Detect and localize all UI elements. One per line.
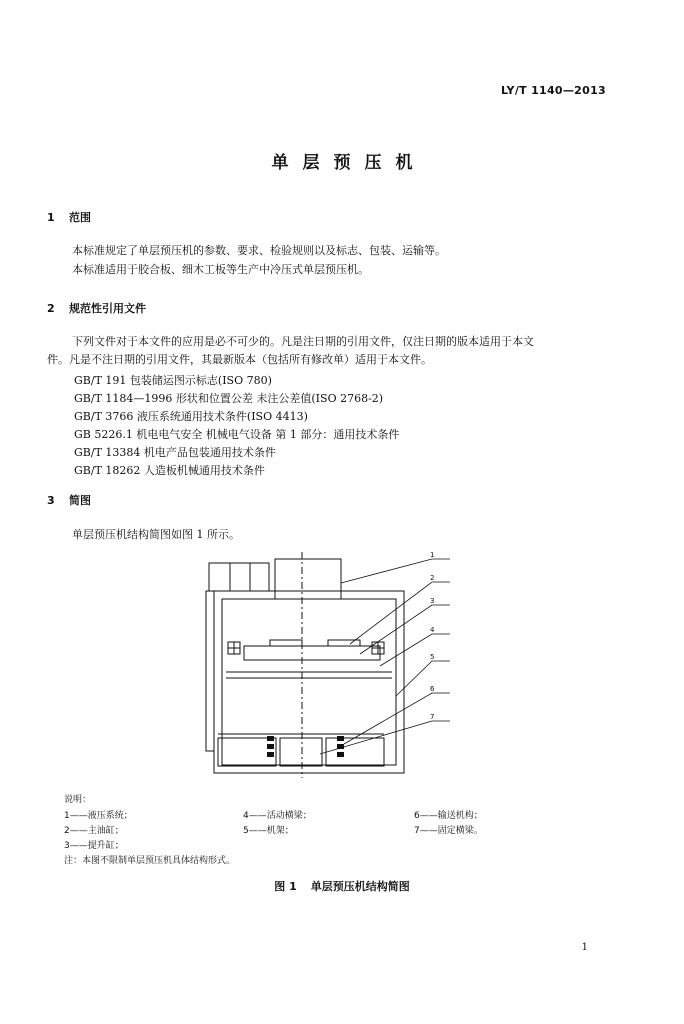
fixed-beam-box [280,738,322,766]
section-title: 规范性引用文件 [69,302,146,315]
reference-item: GB/T 13384 机电产品包装通用技术条件 [74,446,276,459]
section-heading-scope [47,209,91,225]
legend-item: 4——活动横梁； [243,811,312,821]
hydraulic-unit-block [209,563,269,591]
callout-label: 7 [430,713,435,721]
normative-intro-line-1: 下列文件对于本文件的应用是必不可少的。凡是注日期的引用文件，仅注日期的版本适用于本文 [72,335,534,348]
section-number: 1 [47,211,55,224]
reference-item: GB/T 191 包装储运图示标志(ISO 780) [74,374,272,387]
callout-label: 3 [430,597,435,605]
reference-item: GB/T 18262 人造板机械通用技术条件 [74,464,265,477]
legend-item: 1——液压系统； [64,811,133,821]
scope-line-1: 本标准规定了单层预压机的参数、要求、检验规则以及标志、包装、运输等。 [72,244,446,257]
section-number: 2 [47,302,55,315]
figure-note: 注：本图不限制单层预压机具体结构形式。 [64,856,236,866]
scope-line-2: 本标准适用于胶合板、细木工板等生产中冷压式单层预压机。 [72,263,369,276]
callout-label: 2 [430,574,435,582]
section-number: 3 [47,494,55,507]
callout-label: 4 [430,626,435,634]
legend-title: 说明： [64,795,92,805]
figure-caption [0,878,684,894]
legend-item: 3——提升缸； [64,841,124,851]
legend-item: 5——机架； [243,826,294,836]
movable-beam [244,646,380,660]
machine-frame [214,591,404,773]
reference-item: GB/T 1184—1996 形状和位置公差 未注公差值(ISO 2768-2) [74,392,384,405]
section-heading-normative [47,300,146,316]
section-heading-diagram [47,492,91,508]
legend-item: 6——输送机构； [414,811,483,821]
legend-item: 7——固定横梁。 [414,826,483,836]
top-tank-block [275,559,341,599]
fixed-beam-box [326,738,384,766]
legend-item: 2——主油缸； [64,826,124,836]
figure-number: 图 1 [274,880,297,893]
document-title: 单层预压机 [271,153,427,173]
page-number: 1 [581,942,588,953]
side-panel [206,591,214,751]
callout-label: 6 [430,685,435,693]
section-title: 范围 [69,211,91,224]
reference-item: GB/T 3766 液压系统通用技术条件(ISO 4413) [74,410,308,423]
callout-label: 1 [430,551,435,559]
press-structure-diagram [200,548,460,780]
callout-label: 5 [430,653,435,661]
reference-item: GB 5226.1 机电电气安全 机械电气设备 第 1 部分：通用技术条件 [74,428,400,441]
figure-caption-title: 单层预压机结构简图 [310,880,410,893]
diagram-intro-line: 单层预压机结构简图如图 1 所示。 [72,528,240,541]
section-title: 简图 [69,494,91,507]
normative-intro-line-2: 件。凡是不注日期的引用文件，其最新版本（包括所有修改单）适用于本文件。 [47,353,432,366]
standard-code: LY/T 1140—2013 [500,84,606,97]
